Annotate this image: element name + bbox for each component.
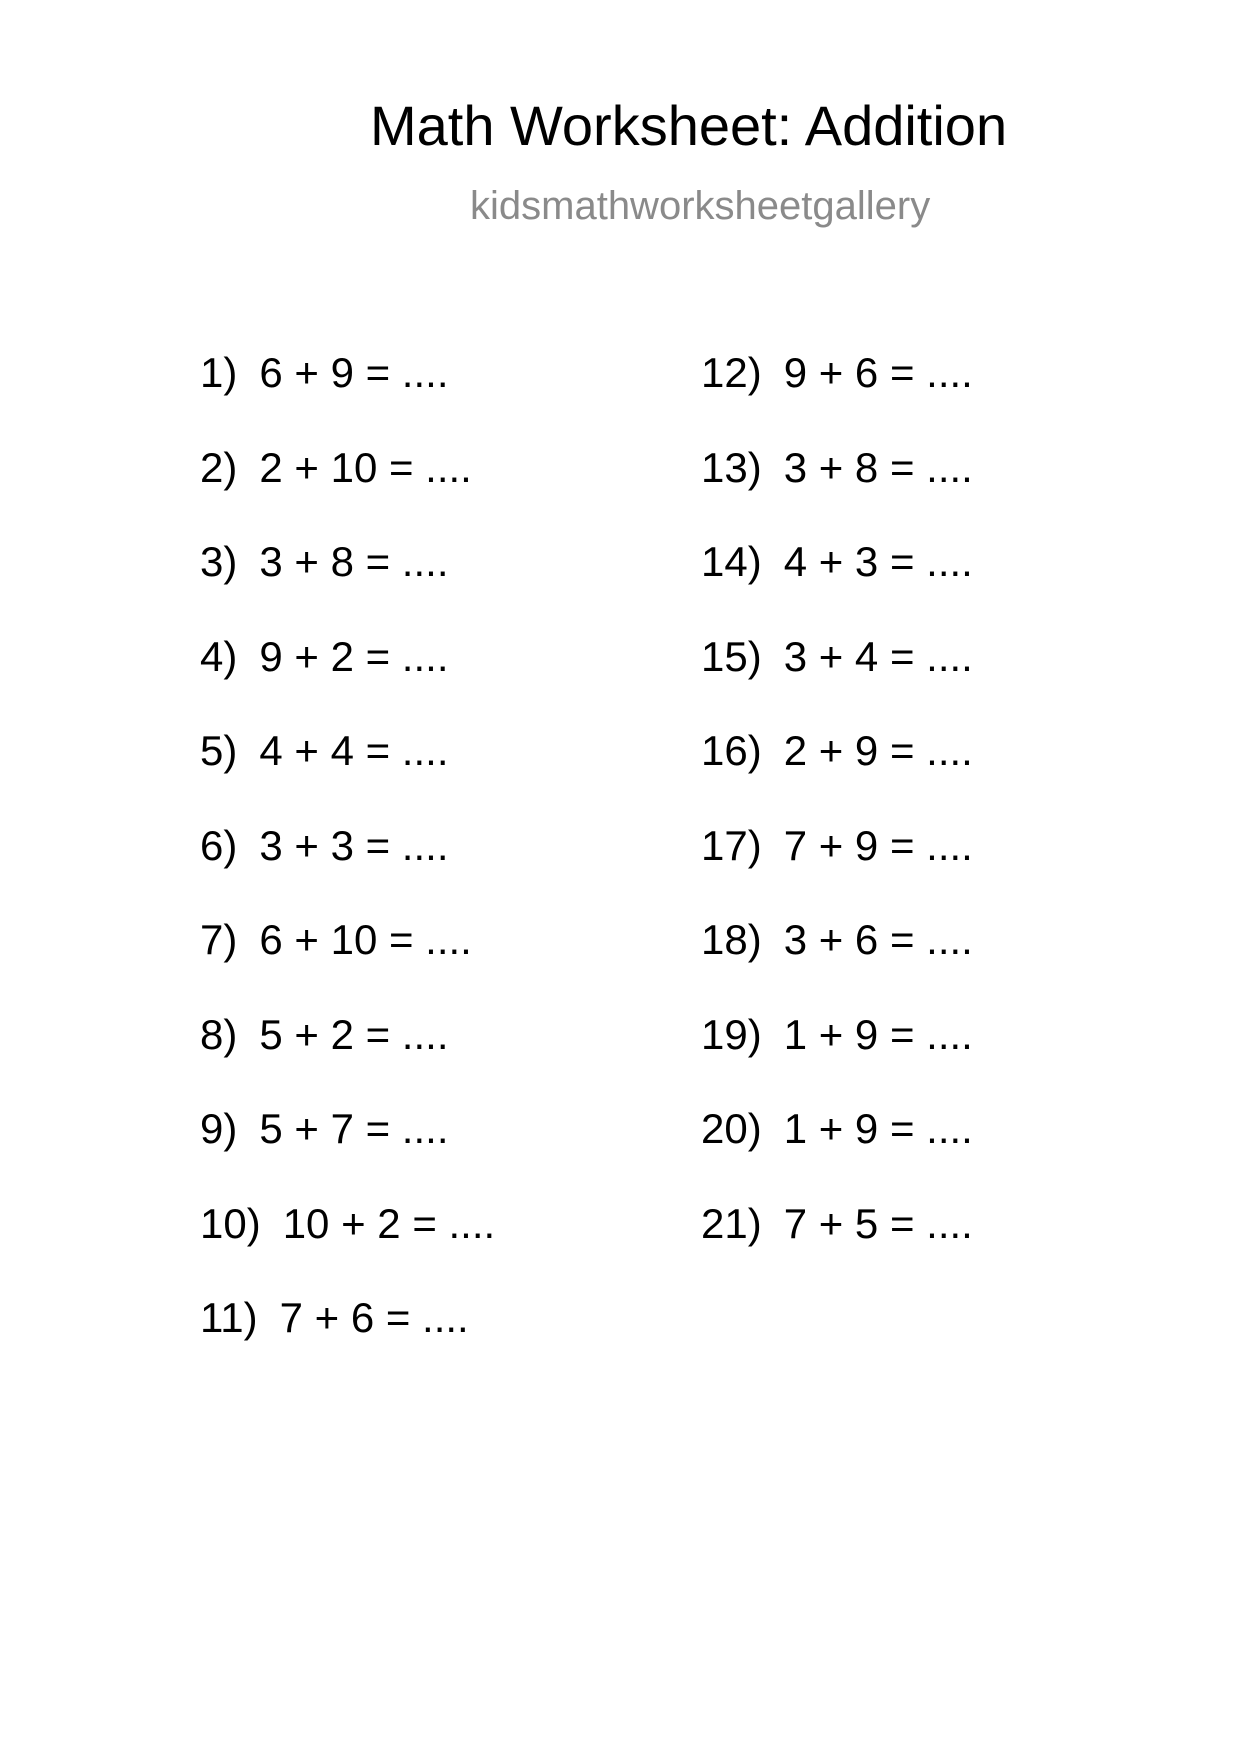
problem-number: 20) bbox=[701, 1105, 762, 1152]
problem-21 bbox=[701, 1200, 973, 1295]
problem-10 bbox=[200, 1200, 495, 1295]
problem-13 bbox=[701, 444, 973, 539]
problem-expression: 4 + 4 = .... bbox=[259, 727, 449, 774]
problem-3 bbox=[200, 538, 495, 633]
problem-19 bbox=[701, 1011, 973, 1106]
problem-1 bbox=[200, 349, 495, 444]
problem-5 bbox=[200, 727, 495, 822]
problem-number: 10) bbox=[200, 1199, 261, 1247]
problem-number: 12) bbox=[701, 349, 762, 396]
problem-expression: 1 + 9 = .... bbox=[783, 1105, 973, 1152]
problem-12 bbox=[701, 349, 973, 444]
problem-expression: 3 + 4 = .... bbox=[783, 632, 973, 680]
problem-expression: 3 + 6 = .... bbox=[783, 916, 973, 963]
problem-17 bbox=[701, 822, 973, 917]
problem-number: 11) bbox=[200, 1294, 258, 1341]
problem-number: 19) bbox=[701, 1010, 762, 1058]
problem-number: 21) bbox=[701, 1199, 762, 1247]
problem-number: 3) bbox=[200, 538, 238, 585]
problem-20 bbox=[701, 1105, 973, 1200]
problem-expression: 5 + 2 = .... bbox=[259, 1010, 449, 1058]
problem-expression: 2 + 10 = .... bbox=[259, 443, 472, 491]
problem-7 bbox=[200, 916, 495, 1011]
problem-expression: 2 + 9 = .... bbox=[783, 727, 973, 774]
problem-expression: 4 + 3 = .... bbox=[783, 538, 973, 585]
problem-expression: 7 + 6 = .... bbox=[279, 1294, 469, 1341]
problem-number: 5) bbox=[200, 727, 238, 774]
problem-expression: 9 + 6 = .... bbox=[783, 349, 973, 396]
problem-number: 8) bbox=[200, 1010, 238, 1058]
problems-left-column bbox=[200, 349, 495, 1389]
problem-expression: 6 + 9 = .... bbox=[259, 349, 449, 396]
problem-2 bbox=[200, 444, 495, 539]
problem-expression: 3 + 8 = .... bbox=[783, 443, 973, 491]
problem-number: 17) bbox=[701, 821, 762, 869]
problem-expression: 5 + 7 = .... bbox=[259, 1105, 449, 1152]
problem-number: 9) bbox=[200, 1105, 238, 1152]
problem-15 bbox=[701, 633, 973, 728]
problem-8 bbox=[200, 1011, 495, 1106]
problem-18 bbox=[701, 916, 973, 1011]
problem-9 bbox=[200, 1105, 495, 1200]
problem-number: 1) bbox=[200, 349, 238, 396]
problem-expression: 1 + 9 = .... bbox=[783, 1010, 973, 1058]
problem-number: 14) bbox=[701, 538, 762, 585]
problem-expression: 7 + 9 = .... bbox=[783, 821, 973, 869]
problem-expression: 7 + 5 = .... bbox=[783, 1199, 973, 1247]
problem-expression: 3 + 3 = .... bbox=[259, 821, 449, 869]
problem-6 bbox=[200, 822, 495, 917]
problem-number: 15) bbox=[701, 632, 762, 680]
problem-number: 6) bbox=[200, 821, 238, 869]
problem-number: 18) bbox=[701, 916, 762, 963]
problem-expression: 10 + 2 = .... bbox=[282, 1199, 496, 1247]
problem-number: 4) bbox=[200, 632, 238, 680]
problem-number: 16) bbox=[701, 727, 762, 774]
worksheet-subtitle: kidsmathworksheetgallery bbox=[470, 184, 931, 228]
problem-4 bbox=[200, 633, 495, 728]
problems-right-column bbox=[701, 349, 973, 1294]
problem-number: 7) bbox=[200, 916, 238, 963]
problem-number: 13) bbox=[701, 443, 762, 491]
problem-expression: 3 + 8 = .... bbox=[259, 538, 449, 585]
worksheet-title: Math Worksheet: Addition bbox=[370, 94, 1008, 157]
problem-14 bbox=[701, 538, 973, 633]
problem-16 bbox=[701, 727, 973, 822]
problem-number: 2) bbox=[200, 443, 238, 491]
problem-expression: 6 + 10 = .... bbox=[259, 916, 472, 963]
problem-expression: 9 + 2 = .... bbox=[259, 632, 449, 680]
problem-11 bbox=[200, 1294, 495, 1389]
